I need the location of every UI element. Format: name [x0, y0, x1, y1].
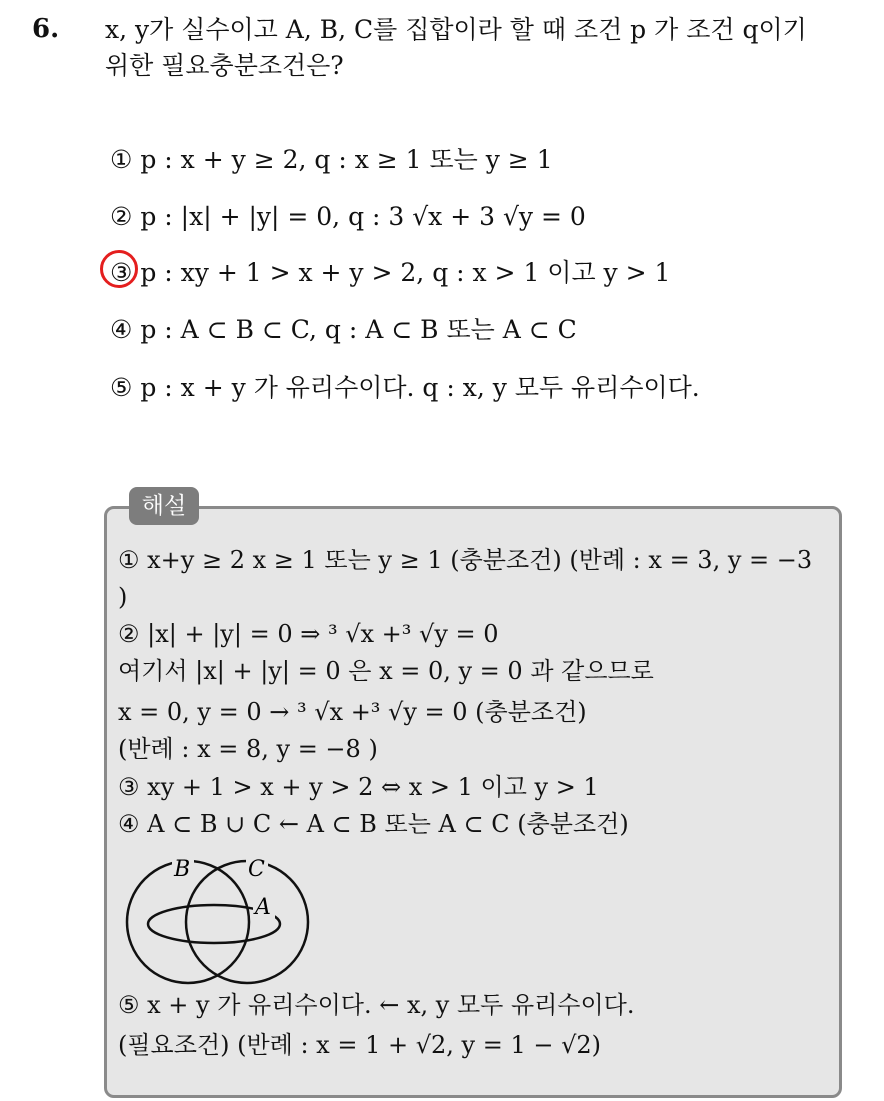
solution-line-4: 여기서 |x| + |y| = 0 은 x = 0, y = 0 과 같으므로 — [118, 657, 654, 685]
solution-tag: 해설 — [129, 487, 199, 525]
option-2[interactable]: ② p : |x| + |y| = 0, q : 3 √x + 3 √y = 0 — [110, 202, 586, 231]
option-4[interactable]: ④ p : A ⊂ B ⊂ C, q : A ⊂ B 또는 A ⊂ C — [110, 315, 577, 344]
solution-line-2: ) — [118, 583, 128, 611]
selected-answer-circle — [100, 250, 138, 288]
solution-line-8: ④ A ⊂ B ∪ C ← A ⊂ B 또는 A ⊂ C (충분조건) — [118, 810, 629, 838]
venn-label-b: B — [174, 857, 191, 882]
option-3[interactable]: ③ p : xy + 1 > x + y > 2, q : x > 1 이고 y > 1 — [110, 258, 671, 287]
option-5[interactable]: ⑤ p : x + y 가 유리수이다. q : x, y 모두 유리수이다. — [110, 373, 700, 402]
venn-label-a: A — [255, 895, 271, 920]
question-text-line1: x, y가 실수이고 A, B, C를 집합이라 할 때 조건 p 가 조건 q이기 — [105, 15, 807, 44]
question-number: 6. — [32, 14, 60, 44]
venn-diagram — [120, 850, 320, 985]
option-1[interactable]: ① p : x + y ≥ 2, q : x ≥ 1 또는 y ≥ 1 — [110, 145, 553, 174]
question-text-line2: 위한 필요충분조건은? — [105, 51, 344, 80]
solution-line-5: x = 0, y = 0 → ³ √x +³ √y = 0 (충분조건) — [118, 698, 587, 726]
solution-line-7: ③ xy + 1 > x + y > 2 ⇔ x > 1 이고 y > 1 — [118, 773, 599, 801]
solution-line-9: ⑤ x + y 가 유리수이다. ← x, y 모두 유리수이다. — [118, 991, 635, 1019]
solution-line-10: (필요조건) (반례 : x = 1 + √2, y = 1 − √2) — [118, 1031, 602, 1059]
solution-line-6: (반례 : x = 8, y = −8 ) — [118, 735, 378, 763]
venn-label-c: C — [248, 857, 265, 882]
solution-line-3: ② |x| + |y| = 0 ⇒ ³ √x +³ √y = 0 — [118, 620, 499, 648]
solution-line-1: ① x+y ≥ 2 x ≥ 1 또는 y ≥ 1 (충분조건) (반례 : x = 3, y = −3 — [118, 546, 813, 574]
